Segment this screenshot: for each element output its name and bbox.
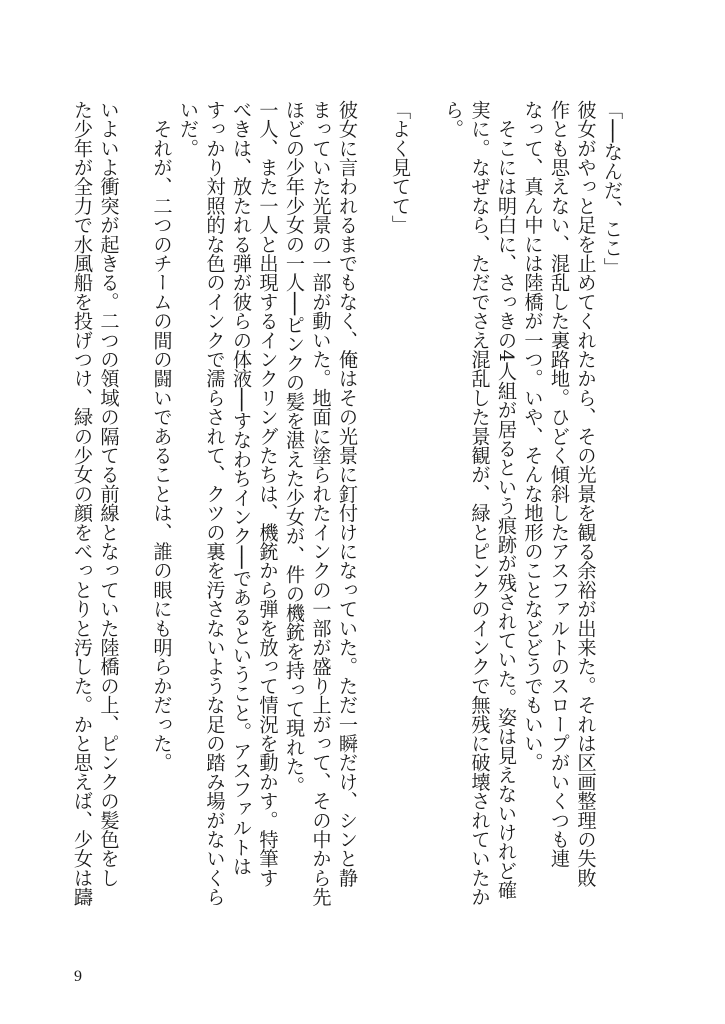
text-line: いだ。	[177, 100, 200, 158]
text-line: ら。	[442, 100, 465, 139]
text-line: べきは、放たれる弾が彼らの体液──すなわちインク──であるということ。アスファルトは	[230, 100, 253, 876]
text-line: 彼女に言われるまでもなく、俺はその光景に釘付けになっていた。ただ一瞬だけ、シンと静	[336, 100, 359, 888]
text-line: 一人、また一人と出現するインクリングたちは、機銃から弾を放って情況を動かす。特筆す	[256, 100, 280, 888]
text-line: すっかり対照的な色のインクで濡らされて、クツの裏を汚さないような足の踏み場がないくら	[203, 100, 227, 907]
text-line: そこには明白に、さっきの4人組が居るという痕跡が残されていた。姿は見えないけれど確	[495, 100, 518, 900]
text-line: ほどの少年少女の一人──ピンクの髪を湛えた少女が、件の機銃を持って現れた。	[283, 100, 306, 796]
text-line: 実に。なぜなら、ただでさえ混乱した景観が、緑とピンクのインクで無残に破壊されていたか	[468, 100, 492, 907]
text-line: 彼女がやっと足を止めてくれたから、その光景を観る余裕が出来た。それは区画整理の失敗	[574, 100, 598, 888]
blank-line	[413, 100, 440, 940]
text-line: なって、真ん中には陸橋が一つ。いや、そんな地形のことなどどうでもいい。	[521, 100, 545, 772]
page-number: 9	[74, 968, 82, 985]
text-line: 作とも思えない、混乱した裏路地。ひどく傾斜したアスファルトのスロープがいくつも連	[548, 100, 571, 868]
vertical-text-body	[69, 100, 626, 940]
text-line: いよいよ衝突が起きる。二つの領域の隔てる前線となっていた陸橋の上、ピンクの髪色をし	[97, 100, 121, 888]
text-line: た少年が全力で水風船を投げつけ、緑の少女の顔をべっとりと汚した。かと思えば、少女は躊	[71, 100, 94, 907]
blank-line	[360, 100, 387, 940]
text-line: 「よく見てて」	[389, 100, 412, 235]
blank-line	[122, 100, 149, 940]
text-line: まっていた光景の一部が動いた。地面に塗られたインクの一部が盛り上がって、その中から先	[309, 100, 333, 907]
text-line: それが、二つのチームの間の闘いであることは、誰の眼にも明らかだった。	[150, 100, 174, 772]
text-line: 「──なんだ、ここ」	[601, 100, 624, 277]
